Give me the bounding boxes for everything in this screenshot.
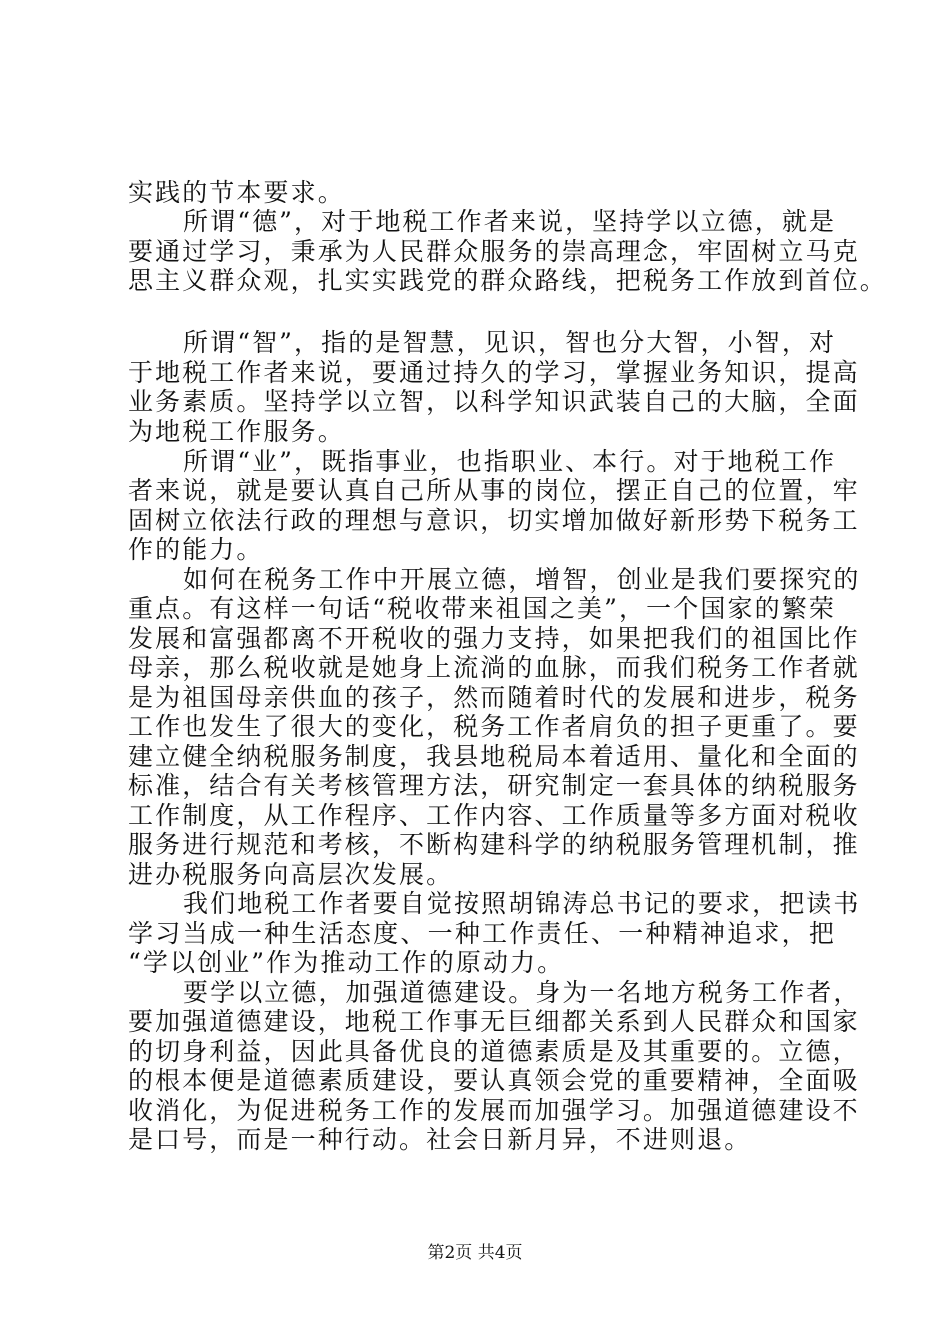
text-line: 实践的节本要求。 [128,178,345,207]
text-line: 是口号，而是一种行动。社会日新月异，不进则退。 [128,1125,752,1154]
text-line: 所谓“智”，指的是智慧，见识，智也分大智，小智，对 [183,328,837,357]
text-line: 所谓“业”，既指事业，也指职业、本行。对于地税工作 [183,447,837,476]
text-line: 所谓“德”，对于地税工作者来说，坚持学以立德，就是 [183,207,837,236]
text-line: 的根本便是道德素质建设，要认真领会党的重要精神，全面吸 [128,1066,860,1095]
text-line: 者来说，就是要认真自己所从事的岗位，摆正自己的位置，牢 [128,476,860,505]
text-line: 工作制度，从工作程序、工作内容、工作质量等多方面对税收 [128,801,860,830]
text-line: 如何在税务工作中开展立德，增智，创业是我们要探究的 [183,565,861,594]
text-line: 母亲，那么税收就是她身上流淌的血脉，而我们税务工作者就 [128,653,860,682]
page-number-footer: 第2页 共4页 [427,1243,523,1263]
text-line: 于地税工作者来说，要通过持久的学习，掌握业务知识，提高 [128,358,860,387]
text-line: 要学以立德，加强道德建设。身为一名地方税务工作者， [183,978,861,1007]
text-line: 我们地税工作者要自觉按照胡锦涛总书记的要求，把读书 [183,889,861,918]
text-line: 是为祖国母亲供血的孩子，然而随着时代的发展和进步，税务 [128,683,860,712]
text-line: 发展和富强都离不开税收的强力支持，如果把我们的祖国比作 [128,624,860,653]
text-line: “学以创业”作为推动工作的原动力。 [128,948,565,977]
text-line: 标准，结合有关考核管理方法，研究制定一套具体的纳税服务 [128,771,860,800]
text-line: 建立健全纳税服务制度，我县地税局本着适用、量化和全面的 [128,742,860,771]
text-line: 进办税服务向高层次发展。 [128,860,454,889]
text-line: 固树立依法行政的理想与意识，切实增加做好新形势下税务工 [128,506,860,535]
text-line: 要加强道德建设，地税工作事无巨细都关系到人民群众和国家 [128,1007,860,1036]
text-line: 学习当成一种生活态度、一种工作责任、一种精神追求，把 [128,919,836,948]
text-line: 重点。有这样一句话“税收带来祖国之美”，一个国家的繁荣 [128,594,836,623]
text-line: 的切身利益，因此具备优良的道德素质是及其重要的。立德， [128,1037,860,1066]
text-line: 要通过学习，秉承为人民群众服务的崇高理念，牢固树立马克 [128,237,860,266]
text-line: 作的能力。 [128,535,264,564]
text-line: 思主义群众观，扎实实践党的群众路线，把税务工作放到首位。 [128,266,887,295]
text-line: 服务进行规范和考核，不断构建科学的纳税服务管理机制，推 [128,830,860,859]
text-line: 工作也发生了很大的变化，税务工作者肩负的担子更重了。要 [128,712,860,741]
text-line: 为地税工作服务。 [128,417,345,446]
text-line: 收消化，为促进税务工作的发展而加强学习。加强道德建设不 [128,1096,860,1125]
text-line: 业务素质。坚持学以立智，以科学知识武装自己的大脑，全面 [128,387,860,416]
